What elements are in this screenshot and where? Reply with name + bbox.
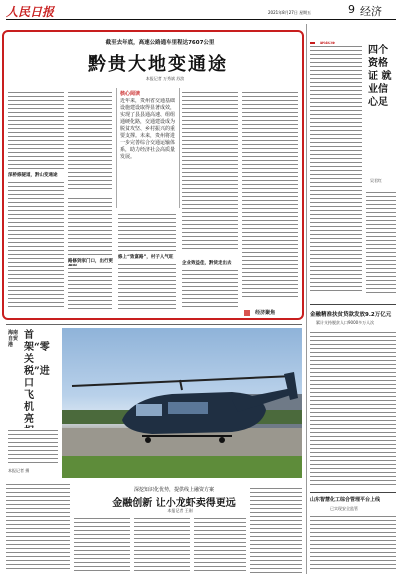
lead-subhead-2: 路修到家门口，出行更 bbox=[68, 259, 113, 264]
issue-date: 2021年8月27日 星期五 bbox=[268, 10, 312, 15]
page-number: 9 bbox=[348, 3, 355, 16]
lead-col4-text-b bbox=[182, 268, 238, 310]
photo-top-rule bbox=[6, 324, 302, 325]
column-text-a bbox=[310, 44, 362, 294]
right-bottom-sub: 已实现安全监管 bbox=[330, 506, 358, 511]
lead-title[interactable]: 黔贵大地变通途 bbox=[88, 54, 228, 75]
bottom-kicker: 深挖知识化优势，提供线上融资方案 bbox=[133, 487, 214, 493]
bottom-byline: 本报记者 王刚 bbox=[167, 508, 193, 513]
column-text-b bbox=[366, 190, 396, 294]
right-column-divider bbox=[306, 24, 307, 574]
section-name: 经济 bbox=[360, 5, 382, 18]
right-bottom-text bbox=[310, 514, 396, 572]
lead-col2-text-b bbox=[68, 196, 112, 256]
right-mid-sub: 累计支持脱贫人口9000多万人次 bbox=[316, 320, 375, 325]
right-divider-1 bbox=[310, 304, 396, 305]
core-reading-text: 近年来，贵州省交通基础设施建设取得显著成效，实现了县县通高速、组组通硬化路，交通建设成为脱贫攻坚、乡村振兴的重要支撑。未来，贵州将进一步完善综合交通运输体系，助力经济社会高质量发展。 bbox=[120, 98, 176, 160]
lead-subhead-4: 企业效益佳，黔货走出去 bbox=[182, 261, 232, 266]
lead-col2-text-c bbox=[68, 266, 112, 312]
bottom-col3-text bbox=[194, 516, 246, 574]
photo-headline[interactable]: 首架“零关税”进口飞机亮 bbox=[24, 330, 50, 425]
bottom-col4-text bbox=[250, 486, 302, 574]
photo-bottom-text-a bbox=[6, 482, 70, 572]
photo-caption-text bbox=[8, 428, 58, 466]
lead-col3-text-a bbox=[118, 212, 176, 252]
badge-label: 经济聚焦 bbox=[255, 310, 276, 316]
right-mid-kicker[interactable]: 金融精准扶贫贷款发放9.2万亿元 bbox=[310, 312, 392, 318]
right-divider-2 bbox=[310, 492, 396, 493]
lead-col5-text bbox=[242, 90, 298, 300]
right-mid-text bbox=[310, 330, 396, 488]
lead-kicker: 截至去年底，高速公路通车里程达7607公里 bbox=[105, 40, 215, 46]
section-badge bbox=[244, 302, 288, 316]
column-title[interactable]: 四个资格证 就业信心足 bbox=[368, 45, 392, 108]
lead-col4-text-a bbox=[182, 90, 238, 250]
core-reading-label: 核心阅读 bbox=[120, 91, 141, 97]
bottom-col2-text bbox=[134, 516, 190, 574]
photo-vertical-title: 海南自贸港 bbox=[8, 330, 19, 348]
newspaper-logo: 人民日报 bbox=[6, 5, 55, 19]
lead-col1-text-b bbox=[8, 180, 64, 310]
lead-col3-text-b bbox=[118, 262, 176, 310]
column-tag bbox=[310, 34, 360, 42]
lead-byline: 本报记者 万秀斌 苏滨 bbox=[145, 76, 185, 81]
lead-subhead-3: 修上“致富路”，村子人气旺 bbox=[118, 255, 174, 260]
bottom-title[interactable]: 金融创新 让小龙虾卖得更远 bbox=[112, 498, 236, 509]
right-bottom-title[interactable]: 山东智慧化工综合管理平台上线 bbox=[310, 497, 381, 503]
lead-col1-text-a bbox=[8, 90, 64, 170]
lead-col2-text-a bbox=[68, 90, 112, 190]
helicopter-icon bbox=[62, 328, 302, 478]
masthead-rule bbox=[6, 19, 396, 20]
bottom-col1-text bbox=[74, 516, 130, 574]
helicopter-photo[interactable] bbox=[62, 328, 302, 478]
badge-icon bbox=[244, 310, 250, 316]
photo-credit: 本报记者 摄 bbox=[8, 468, 30, 473]
column-author: 吴君红 bbox=[370, 178, 382, 183]
lead-subhead-1: 深桥修隧道，黔山变通途 bbox=[8, 173, 58, 178]
